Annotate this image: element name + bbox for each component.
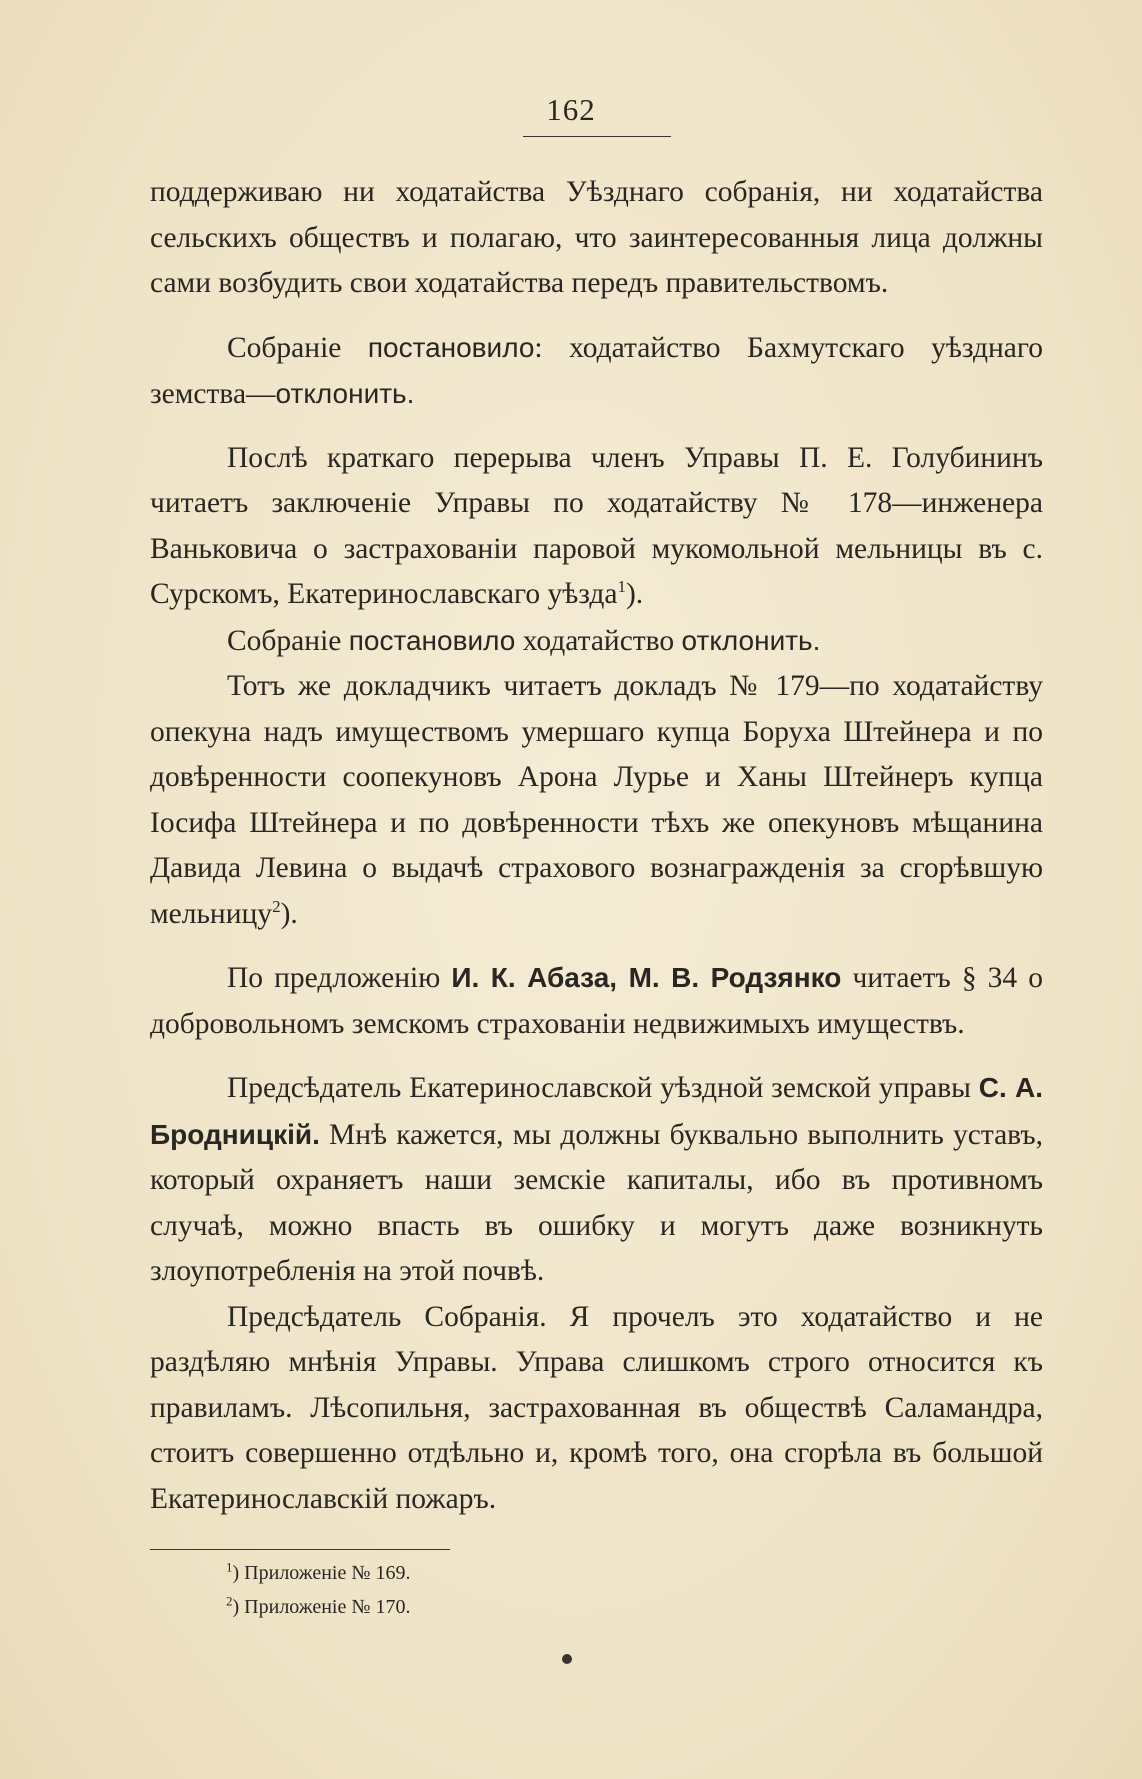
emphasis-text: отклонить. [275,378,415,409]
paragraph-text: ходатайство [515,624,682,657]
paragraph-2 [150,325,1043,418]
footnote-paren: ) [232,1562,240,1584]
paragraph-text: Предсѣдатель Екатеринославской уѣздной земской управы [227,1072,979,1104]
paragraph-7 [150,1065,1043,1295]
paragraph-6 [150,955,1043,1047]
paragraph-text: ). [625,578,644,610]
footnote-text: Приложеніе № 169. [239,1562,411,1584]
footnote-1 [226,1556,826,1590]
paragraph-text: поддерживаю ни ходатайства Уѣзднаго собранія, ни ходатайства сельскихъ обществъ и полагаю, что заинтересованныя лица должны сами возбудить свои ходатайства передъ правительствомъ. [150,176,1043,299]
footnote-mark: 2 [226,1593,233,1609]
paragraph-5 [150,664,1043,937]
paragraph-8 [150,1295,1043,1523]
emphasis-text: постановило [348,624,516,656]
body-text [150,170,1043,1522]
paragraph-text: Собраніе [227,624,349,657]
emphasis-text: постановило [367,331,535,363]
footnote-text: Приложеніе № 170. [239,1596,411,1618]
paragraph-text: Предсѣдатель Собранія. Я прочелъ это ходатайство и не раздѣляю мнѣнія Управы. Управа слишкомъ строго относится къ правиламъ. Лѣсопильня, застрахованная въ обществѣ Саламандра, стоитъ совершенно отдѣльно и, кромѣ того, она сгорѣла въ большой Екатеринославскій пожаръ. [150,1300,1043,1515]
footnote-mark: 1 [226,1559,233,1575]
paragraph-text: Послѣ краткаго перерыва членъ Управы П. Е. Голубининъ читаетъ заключеніе Управы по ходатайству № 178—инженера Ваньковича о застрахованіи паровой мукомольной мельницы въ с. Сурскомъ, Екатеринославскаго уѣзда [150,441,1043,610]
paragraph-3 [150,436,1043,618]
emphasis-text: отклонить. [681,624,821,656]
paragraph-text: Тотъ же докладчикъ читаетъ докладъ № 179—по ходатайству опекуна надъ имуществомъ умершаго купца Боруха Штейнера и по довѣренности соопекуновъ Арона Лурье и Ханы Штейнеръ купца Іосифа Штейнера и по довѣренности тѣхъ же опекуновъ мѣщанина Давида Левина о выдачѣ страхового вознагражденія за сгорѣвшую мельницу [150,670,1043,930]
footnotes [226,1556,826,1624]
ink-spot [562,1654,572,1664]
speaker-name: С. А. Бродницкій. [150,1072,1043,1150]
paragraph-text: Собраніе [227,331,368,364]
header-rule [523,136,671,137]
footnote-ref-2: 2 [272,896,281,916]
footnote-paren: ) [232,1596,240,1618]
page-number: 162 [546,92,596,127]
footnote-rule [150,1549,450,1550]
paragraph-text: : ходатайство Бахмутскаго уѣзднаго земства— [150,331,1043,410]
footnote-2 [226,1590,826,1624]
paragraph-text: читаетъ § 34 о добровольномъ земскомъ страхованіи недвижимыхъ имуществъ. [150,962,1043,1040]
paragraph-text: Мнѣ кажется, мы должны буквально выполнить уставъ, который охраняетъ наши земскіе капиталы, ибо въ противномъ случаѣ, можно впасть въ ошибку и могутъ даже возникнуть злоупотребленія на этой почвѣ. [150,1118,1043,1287]
paragraph-1 [150,170,1043,307]
paragraph-text: ). [280,897,298,930]
footnote-ref-1: 1 [617,577,626,597]
paragraph-4 [150,618,1043,665]
speaker-names: И. К. Абаза, М. В. Родзянко [451,962,842,993]
paragraph-text: По предложенію [227,962,452,994]
